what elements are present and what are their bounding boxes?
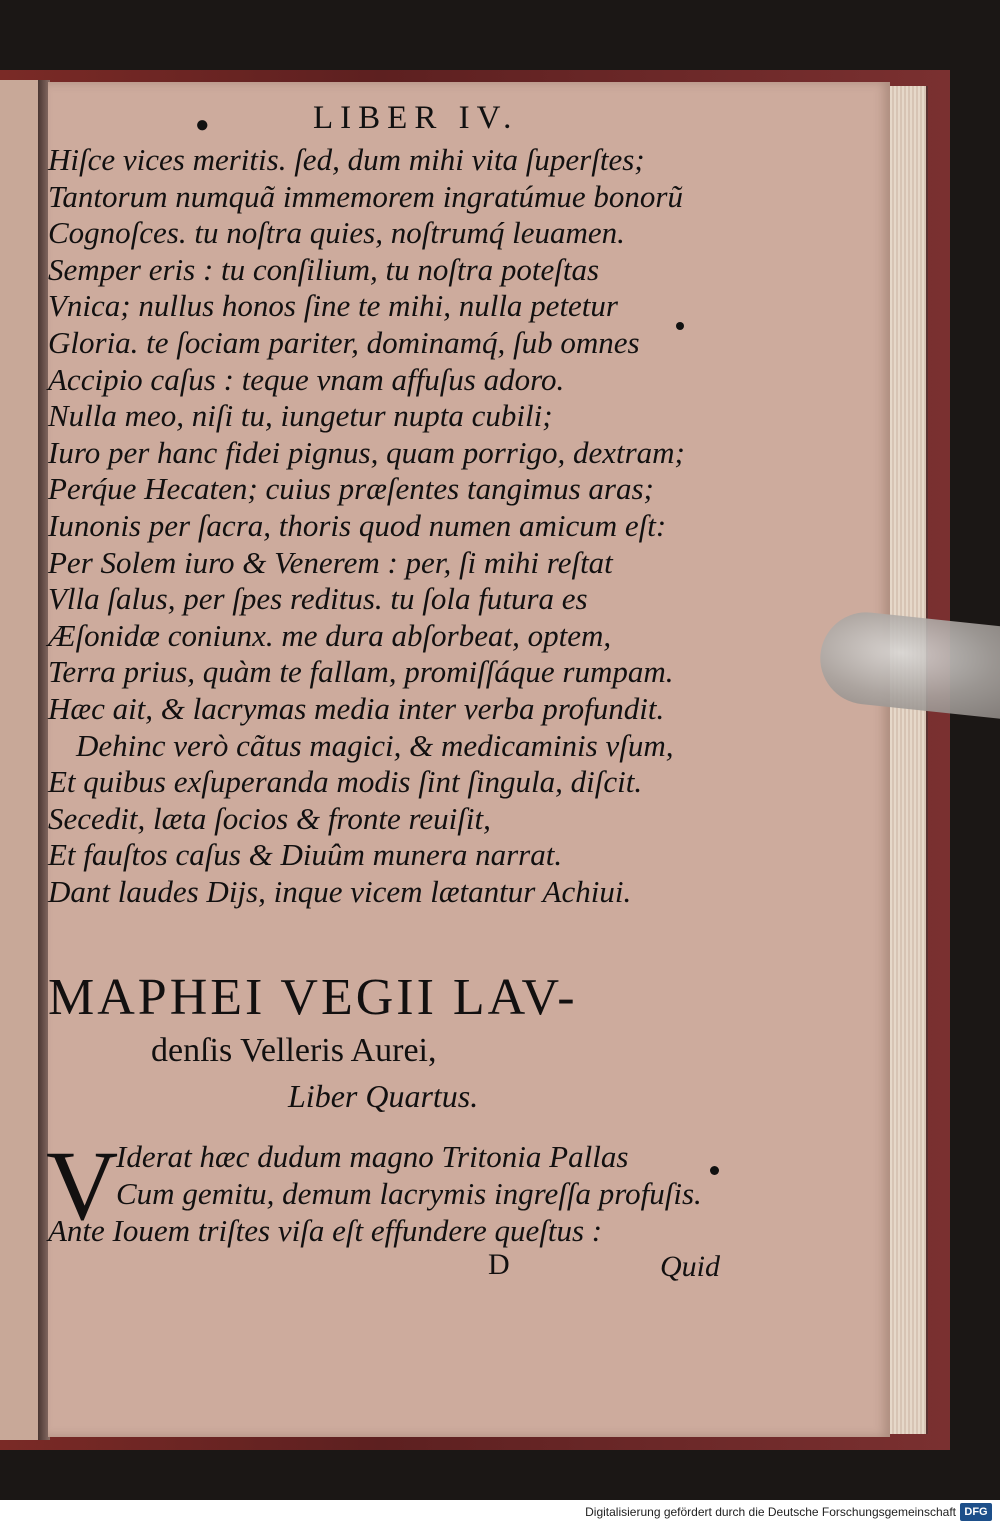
verse-line: Terra prius, quàm te fallam, promiſſáque rumpam. [48, 654, 674, 690]
verse-line: Æſonidæ coniunx. me dura abſorbeat, optem, [48, 617, 612, 653]
signature-mark: D [488, 1248, 510, 1281]
verse-line: Hiſce vices meritis. ſed, dum mihi vita ſuperſtes; [48, 142, 645, 177]
drop-capital: V [46, 1130, 119, 1241]
book-title-main: MAPHEI VEGII LAV- [48, 969, 578, 1026]
verse-line: Et fauſtos caſus & Diuûm munera narrat. [48, 837, 563, 873]
verse-line: Iunonis per ſacra, thoris quod numen amicum eſt: [48, 507, 667, 543]
verse-line: Per Solem iuro & Venerem : per, ſi mihi reſtat [48, 544, 613, 580]
book-title-block [48, 968, 768, 1118]
verse-line: Iderat hæc dudum magno Tritonia Pallas [116, 1139, 629, 1174]
poem-start-block [46, 1130, 748, 1249]
verse-line: Et quibus exſuperanda modis ſint ſingula, diſcit. [48, 764, 643, 800]
ink-spot-icon [710, 1166, 719, 1175]
book-title-liber: Liber Quartus. [288, 1078, 479, 1114]
verse-block [48, 142, 748, 910]
footer-bar [0, 1500, 1000, 1524]
book-title-sub: denſis Velleris Aurei, [151, 1032, 437, 1069]
verse-line: Tantorum numquã immemorem ingratúmue bonorũ [48, 178, 683, 214]
dfg-logo-icon: DFG [960, 1503, 992, 1521]
footer-credit: Digitalisierung gefördert durch die Deutsche Forschungsgemeinschaft [585, 1505, 956, 1519]
verse-line: Iuro per hanc fidei pignus, quam porrigo, dextram; [48, 434, 685, 470]
verse-line: Hæc ait, & lacrymas media inter verba profundit. [48, 690, 665, 726]
verse-line: Nulla meo, niſi tu, iungetur nupta cubili; [48, 398, 553, 434]
verse-line: Ante Iouem triſtes viſa eſt effundere queſtus : [48, 1213, 603, 1248]
verse-line: Semper eris : tu conſilium, tu noſtra poteſtas [48, 251, 600, 287]
verse-line: Accipio caſus : teque vnam affuſus adoro. [48, 361, 565, 397]
running-header [195, 100, 735, 140]
verse-line: Perq́ue Hecaten; cuius præſentes tangimus aras; [48, 471, 654, 507]
verse-line: Cognoſces. tu noſtra quies, noſtrumq́ leuamen. [48, 215, 625, 251]
left-page-edge [0, 80, 41, 1440]
header-ornament-icon: ● [195, 112, 210, 138]
verse-line: Gloria. te ſociam pariter, dominamq́, ſub omnes [48, 324, 640, 360]
verse-line: Secedit, læta ſocios & fronte reuiſit, [48, 800, 491, 836]
running-title: LIBER IV. [313, 100, 519, 136]
ink-spot-icon [676, 322, 684, 330]
catchword: Quid [660, 1250, 720, 1283]
verse-line: Dant laudes Dijs, inque vicem lætantur Achiui. [48, 873, 632, 909]
verse-line: Cum gemitu, demum lacrymis ingreſſa profuſis. [116, 1176, 702, 1211]
verse-line: Dehinc verò cãtus magici, & medicaminis vſum, [76, 727, 674, 763]
page-edges [890, 86, 928, 1434]
verse-line: Vnica; nullus honos ſine te mihi, nulla petetur [48, 288, 618, 324]
verse-line: Vlla ſalus, per ſpes reditus. tu ſola futura es [48, 581, 588, 617]
